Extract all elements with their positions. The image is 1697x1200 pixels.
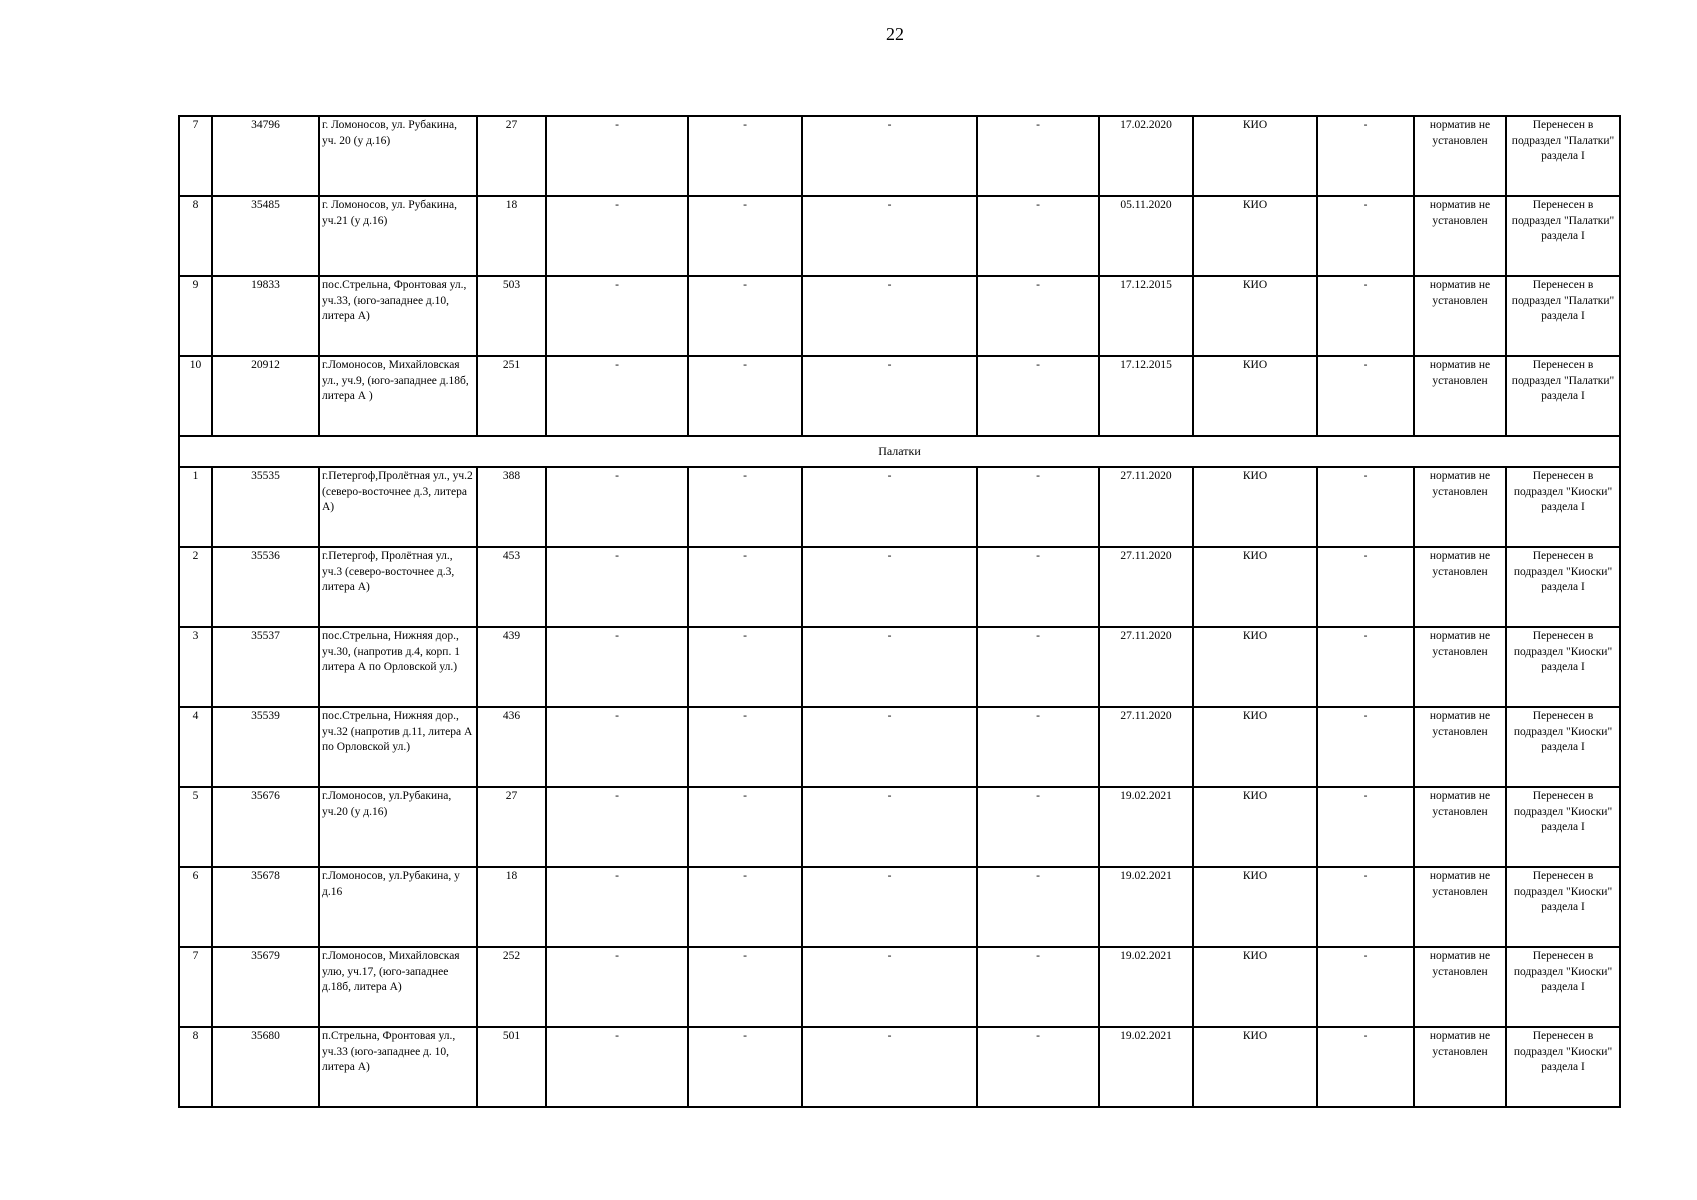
cell-area: 501 [477,1027,546,1107]
cell-object-id: 35678 [212,867,319,947]
section-title: Палатки [179,436,1620,467]
cell-organization: КИО [1193,867,1317,947]
cell-address: пос.Стрельна, Нижняя дор., уч.30, (напротив д.4, корп. 1 литера А по Орловской ул.) [319,627,477,707]
cell-address: г.Петергоф,Пролётная ул., уч.2 (северо-восточнее д.3, литера А) [319,467,477,547]
cell-norm: норматив не установлен [1414,547,1506,627]
cell-empty-col-11: - [1317,1027,1414,1107]
cell-empty-col-7: - [802,547,977,627]
cell-empty-col-7: - [802,707,977,787]
cell-empty-col-11: - [1317,547,1414,627]
cell-empty-col-11: - [1317,276,1414,356]
cell-organization: КИО [1193,356,1317,436]
cell-empty-col-7: - [802,356,977,436]
cell-note: Перенесен в подраздел "Киоски" раздела I [1506,547,1620,627]
table-row [179,547,1620,627]
cell-empty-col-6: - [688,547,802,627]
cell-date: 19.02.2021 [1099,867,1193,947]
section-row [179,436,1620,467]
cell-organization: КИО [1193,116,1317,196]
cell-note: Перенесен в подраздел "Палатки" раздела I [1506,116,1620,196]
cell-note: Перенесен в подраздел "Киоски" раздела I [1506,627,1620,707]
cell-object-id: 35535 [212,467,319,547]
cell-address: г.Петергоф, Пролётная ул., уч.3 (северо-восточнее д.3, литера А) [319,547,477,627]
cell-empty-col-5: - [546,547,688,627]
cell-empty-col-5: - [546,707,688,787]
cell-note: Перенесен в подраздел "Киоски" раздела I [1506,1027,1620,1107]
cell-empty-col-8: - [977,547,1099,627]
cell-empty-col-5: - [546,627,688,707]
cell-empty-col-8: - [977,787,1099,867]
cell-empty-col-8: - [977,627,1099,707]
cell-area: 439 [477,627,546,707]
cell-empty-col-6: - [688,707,802,787]
cell-address: г.Ломоносов, Михайловская ул., уч.9, (юго-западнее д.18б, литера А ) [319,356,477,436]
cell-empty-col-7: - [802,787,977,867]
cell-note: Перенесен в подраздел "Киоски" раздела I [1506,467,1620,547]
cell-object-id: 35679 [212,947,319,1027]
cell-empty-col-6: - [688,276,802,356]
cell-empty-col-11: - [1317,947,1414,1027]
cell-empty-col-8: - [977,467,1099,547]
cell-area: 27 [477,787,546,867]
cell-row-number: 6 [179,867,212,947]
cell-empty-col-8: - [977,116,1099,196]
cell-organization: КИО [1193,276,1317,356]
cell-empty-col-11: - [1317,867,1414,947]
cell-row-number: 3 [179,627,212,707]
cell-empty-col-8: - [977,707,1099,787]
table-row [179,356,1620,436]
registry-table [178,115,1621,1108]
cell-note: Перенесен в подраздел "Киоски" раздела I [1506,707,1620,787]
cell-empty-col-8: - [977,196,1099,276]
cell-empty-col-5: - [546,867,688,947]
cell-empty-col-7: - [802,276,977,356]
cell-row-number: 7 [179,947,212,1027]
cell-empty-col-7: - [802,867,977,947]
cell-note: Перенесен в подраздел "Палатки" раздела I [1506,276,1620,356]
cell-object-id: 34796 [212,116,319,196]
cell-object-id: 35680 [212,1027,319,1107]
cell-address: г.Ломоносов, ул.Рубакина, у д.16 [319,867,477,947]
cell-norm: норматив не установлен [1414,707,1506,787]
cell-empty-col-5: - [546,196,688,276]
cell-date: 05.11.2020 [1099,196,1193,276]
cell-empty-col-5: - [546,947,688,1027]
cell-empty-col-11: - [1317,787,1414,867]
cell-address: пос.Стрельна, Фронтовая ул., уч.33, (юго-западнее д.10, литера А) [319,276,477,356]
cell-norm: норматив не установлен [1414,627,1506,707]
cell-organization: КИО [1193,707,1317,787]
cell-norm: норматив не установлен [1414,1027,1506,1107]
cell-row-number: 4 [179,707,212,787]
table-row [179,947,1620,1027]
cell-object-id: 35539 [212,707,319,787]
cell-row-number: 2 [179,547,212,627]
cell-empty-col-6: - [688,467,802,547]
cell-address: пос.Стрельна, Нижняя дор., уч.32 (напротив д.11, литера А по Орловской ул.) [319,707,477,787]
cell-empty-col-6: - [688,627,802,707]
cell-empty-col-7: - [802,196,977,276]
cell-note: Перенесен в подраздел "Киоски" раздела I [1506,787,1620,867]
cell-empty-col-5: - [546,116,688,196]
cell-norm: норматив не установлен [1414,356,1506,436]
cell-empty-col-8: - [977,276,1099,356]
cell-empty-col-11: - [1317,707,1414,787]
page-number: 22 [886,24,904,44]
cell-area: 503 [477,276,546,356]
table-row [179,707,1620,787]
cell-address: г. Ломоносов, ул. Рубакина, уч.21 (у д.16) [319,196,477,276]
cell-date: 19.02.2021 [1099,1027,1193,1107]
cell-organization: КИО [1193,947,1317,1027]
cell-object-id: 35676 [212,787,319,867]
cell-empty-col-8: - [977,356,1099,436]
cell-norm: норматив не установлен [1414,467,1506,547]
cell-organization: КИО [1193,467,1317,547]
cell-date: 17.12.2015 [1099,276,1193,356]
cell-area: 252 [477,947,546,1027]
cell-empty-col-11: - [1317,356,1414,436]
cell-norm: норматив не установлен [1414,196,1506,276]
cell-organization: КИО [1193,547,1317,627]
cell-organization: КИО [1193,787,1317,867]
cell-empty-col-6: - [688,356,802,436]
cell-area: 453 [477,547,546,627]
cell-empty-col-11: - [1317,116,1414,196]
cell-empty-col-5: - [546,787,688,867]
table-row [179,467,1620,547]
cell-empty-col-7: - [802,1027,977,1107]
cell-organization: КИО [1193,1027,1317,1107]
cell-row-number: 9 [179,276,212,356]
cell-object-id: 35537 [212,627,319,707]
cell-date: 27.11.2020 [1099,547,1193,627]
table-body-top [179,116,1620,436]
cell-object-id: 35536 [212,547,319,627]
cell-object-id: 35485 [212,196,319,276]
cell-empty-col-7: - [802,116,977,196]
cell-empty-col-7: - [802,627,977,707]
cell-area: 18 [477,196,546,276]
cell-row-number: 1 [179,467,212,547]
cell-date: 27.11.2020 [1099,627,1193,707]
table-row [179,627,1620,707]
cell-address: г.Ломоносов, ул.Рубакина, уч.20 (у д.16) [319,787,477,867]
cell-note: Перенесен в подраздел "Палатки" раздела I [1506,356,1620,436]
cell-empty-col-11: - [1317,196,1414,276]
cell-norm: норматив не установлен [1414,276,1506,356]
cell-row-number: 10 [179,356,212,436]
cell-organization: КИО [1193,627,1317,707]
cell-address: п.Стрельна, Фронтовая ул., уч.33 (юго-западнее д. 10, литера А) [319,1027,477,1107]
cell-norm: норматив не установлен [1414,947,1506,1027]
cell-row-number: 8 [179,1027,212,1107]
cell-date: 27.11.2020 [1099,467,1193,547]
cell-address: г. Ломоносов, ул. Рубакина, уч. 20 (у д.16) [319,116,477,196]
table-row [179,1027,1620,1107]
cell-note: Перенесен в подраздел "Палатки" раздела I [1506,196,1620,276]
cell-note: Перенесен в подраздел "Киоски" раздела I [1506,867,1620,947]
cell-row-number: 8 [179,196,212,276]
cell-empty-col-8: - [977,867,1099,947]
cell-norm: норматив не установлен [1414,867,1506,947]
cell-empty-col-6: - [688,196,802,276]
cell-organization: КИО [1193,196,1317,276]
cell-date: 17.12.2015 [1099,356,1193,436]
cell-area: 388 [477,467,546,547]
cell-empty-col-5: - [546,356,688,436]
cell-empty-col-11: - [1317,627,1414,707]
cell-norm: норматив не установлен [1414,116,1506,196]
cell-empty-col-5: - [546,276,688,356]
cell-empty-col-5: - [546,467,688,547]
cell-empty-col-6: - [688,1027,802,1107]
cell-area: 436 [477,707,546,787]
cell-area: 18 [477,867,546,947]
cell-area: 251 [477,356,546,436]
cell-empty-col-6: - [688,947,802,1027]
table-row [179,196,1620,276]
cell-norm: норматив не установлен [1414,787,1506,867]
cell-object-id: 19833 [212,276,319,356]
cell-empty-col-8: - [977,1027,1099,1107]
cell-empty-col-6: - [688,116,802,196]
cell-address: г.Ломоносов, Михайловская улю, уч.17, (юго-западнее д.18б, литера А) [319,947,477,1027]
cell-empty-col-6: - [688,787,802,867]
cell-date: 19.02.2021 [1099,787,1193,867]
cell-date: 19.02.2021 [1099,947,1193,1027]
table-row [179,276,1620,356]
cell-date: 27.11.2020 [1099,707,1193,787]
cell-empty-col-11: - [1317,467,1414,547]
cell-note: Перенесен в подраздел "Киоски" раздела I [1506,947,1620,1027]
section-header [179,436,1620,467]
table-row [179,867,1620,947]
cell-empty-col-8: - [977,947,1099,1027]
cell-object-id: 20912 [212,356,319,436]
cell-date: 17.02.2020 [1099,116,1193,196]
cell-row-number: 7 [179,116,212,196]
cell-empty-col-5: - [546,1027,688,1107]
cell-empty-col-7: - [802,467,977,547]
table-body-bottom [179,467,1620,1107]
table-row [179,116,1620,196]
table-row [179,787,1620,867]
cell-empty-col-7: - [802,947,977,1027]
cell-row-number: 5 [179,787,212,867]
cell-area: 27 [477,116,546,196]
cell-empty-col-6: - [688,867,802,947]
